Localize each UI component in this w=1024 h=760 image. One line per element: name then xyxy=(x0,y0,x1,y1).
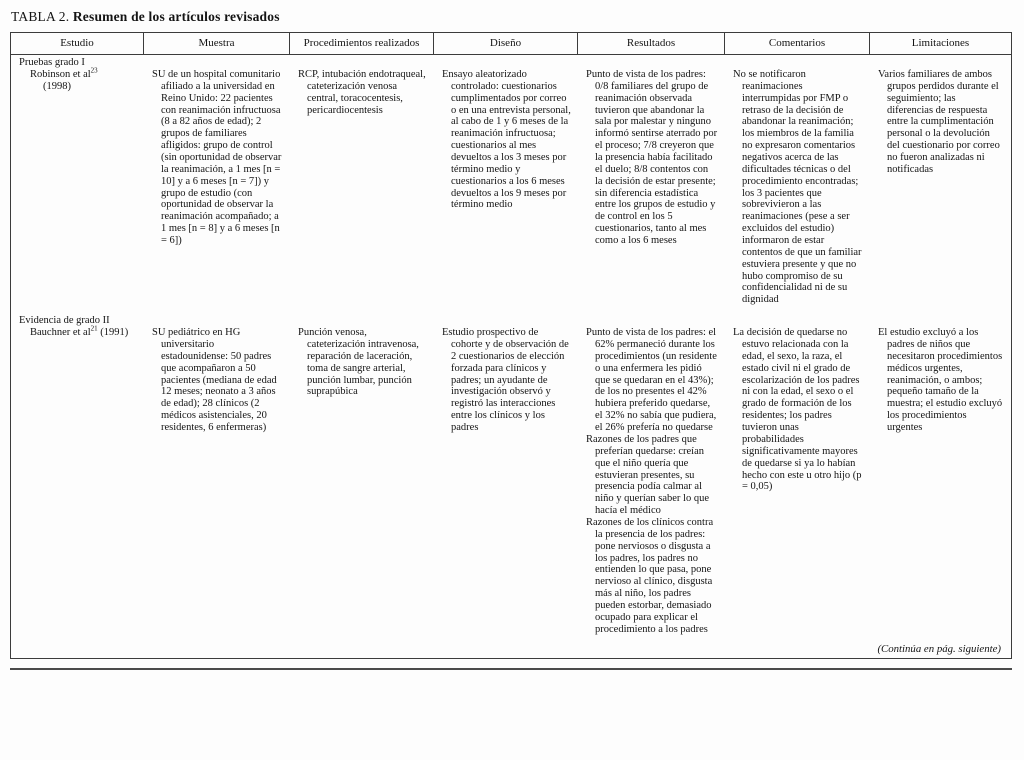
table-title xyxy=(11,9,1016,25)
cell-diseno xyxy=(434,313,578,635)
paragraph: RCP, intubación endotraqueal, cateterización venosa central, toracocentesis, pericardiocentesis xyxy=(298,69,426,116)
column-header-limitaciones: Limitaciones xyxy=(911,37,970,49)
cell-estudio xyxy=(11,313,144,635)
table-row xyxy=(11,313,1011,635)
row-author: Robinson et $al^{23}$ xyxy=(30,66,98,80)
cell-muestra xyxy=(144,313,290,635)
cell-comentarios xyxy=(725,55,870,306)
paragraph: Punto de vista de los padres: 0/8 familiares del grupo de reanimación observada tuvieron que abandonar la sala por malestar y ninguno informó sentirse aterrado por el proceso; 7/8 creyeron que la presencia había facilitado el duelo; 8/8 contentos con la decisión de estar presente; sin diferencia estadística entre los grupos de estudio y de control en los 5 cuestionarios, tanto al mes como a los 6 meses xyxy=(586,69,718,247)
continuation-note: (Continúa en pág. siguiente) xyxy=(877,642,1001,655)
paragraph: Razones de los padres que preferían quedarse: creían que el niño quería que estuvieran presentes, su presencia podía calmar al niño y querían saber lo que hacía el médico xyxy=(586,433,710,517)
paragraph: No se notificaron reanimaciones interrumpidas por FMP o retraso de la decisión de abandonar la reanimación; los miembros de la familia no expresaron comentarios negativos acerca de las dificultades técnicas o del procedimiento encontradas; los 3 pacientes que sobrevivieron a las reanimaciones (pese a ser excluidos del estudio) informaron de estar contentos de que un familiar estuviera presente y que no hubo compromiso de su confidencialidad ni de su dignidad xyxy=(733,69,862,306)
paragraph: Punto de vista de los padres: el 62% permaneció durante los procedimientos (un residente o una enfermera les pidió que se quedaran en el 43%); de los no presentes el 42% hubiera preferido quedarse, el 32% no sabía que pudiera, el 26% prefería no quedarse xyxy=(586,327,717,434)
paragraph: El estudio excluyó a los padres de niños que necesitaron procedimientos médicos urgentes, reanimación, o ambos; pequeño tamaño de la muestra; el estudio excluyó los procedimientos urgentes xyxy=(878,327,1003,434)
cell-resultados xyxy=(578,55,725,306)
reference-superscript: 23 xyxy=(90,66,98,75)
row-year: (1998) xyxy=(43,80,71,92)
reference-superscript: 21 xyxy=(90,324,98,333)
cell-limitaciones xyxy=(870,313,1011,635)
cell-comentarios xyxy=(725,313,870,635)
column-header-diseno: Diseño xyxy=(434,33,578,54)
cell-limitaciones xyxy=(870,55,1011,306)
paragraph: Estudio prospectivo de cohorte y de observación de 2 cuestionarios de elección forzada para clínicos y padres; un ayudante de investigación observó y registró las interacciones entre los clínicos y los padres xyxy=(442,327,569,434)
paragraph: SU de un hospital comunitario afiliado a la universidad en Reino Unido: 22 pacientes con reanimación infructuosa (8 a 82 años de edad); 2 grupos de familiares afligidos: grupo de control (sin oportunidad de observar la reanimación, a 1 mes [n = 10] y a 6 meses [n = 7]) y grupo de estudio (con oportunidad de observar la reanimación acompañado; a 1 mes [n = 8] y a 6 meses [n = 6]) xyxy=(152,69,282,247)
row-grade: Evidencia de grado II xyxy=(19,315,110,327)
summary-table xyxy=(10,32,1012,659)
column-header-procedimientos: Procedimientos realizados xyxy=(290,33,434,54)
paragraph: Ensayo aleatorizado controlado: cuestionarios cumplimentados por correo o en una entrevista personal, al cabo de 1 y 6 meses de la reanimación infructuosa; cuestionarios al mes devueltos a los 3 meses por término medio y cuestionarios a los 6 meses devueltos a los 9 meses por término medio xyxy=(442,69,571,211)
row-grade: Pruebas grado I xyxy=(19,57,85,68)
paragraph: Razones de los clínicos contra la presencia de los padres: pone nerviosos o disgusta a los padres, los padres no entienden lo que pasa, pone nervioso al clínico, disgusta más al niño, los padres pueden estorbar, demasiado ocupado para explicar el procedimiento a los padres xyxy=(586,516,714,635)
cell-estudio xyxy=(11,55,144,306)
column-header-muestra: Muestra xyxy=(144,33,290,54)
row-author: Bauchner et $al^{21}$ (1991) xyxy=(30,324,129,339)
paragraph: SU pediátrico en HG universitario estadounidense: 50 padres que acompañaron a 50 pacientes (mediana de edad 12 meses; neonato a 3 años de edad); 28 clínicos (2 médicos asistenciales, 20 residentes, 6 enfermeras) xyxy=(152,327,277,434)
cell-diseno xyxy=(434,55,578,306)
paragraph: Punción venosa, cateterización intravenosa, reparación de laceración, toma de sangre arterial, punción lumbar, punción suprapúbica xyxy=(298,327,419,398)
cell-procedimientos xyxy=(290,55,434,306)
table-title-label: TABLA 2. xyxy=(11,9,70,24)
cell-procedimientos xyxy=(290,313,434,635)
paragraph: Varios familiares de ambos grupos perdidos durante el seguimiento; las diferencias de respuesta entre la cumplimentación personal o la devolución del cuestionario por correo no fueron analizadas ni notificadas xyxy=(878,69,1000,175)
paragraph: La decisión de quedarse no estuvo relacionada con la edad, el sexo, la raza, el estado civil ni el grado de escolarización de los padres ni con la edad, el sexo o el grado de formación de los residentes; los padres tuvieron unas probabilidades significativamente mayores de quedarse si ya lo habían hecho con este u otro hijo (p = 0,05) xyxy=(733,327,862,493)
column-header-estudio: Estudio xyxy=(11,33,144,54)
column-header-comentarios: Comentarios xyxy=(725,33,870,54)
table-header-row xyxy=(11,33,1011,55)
page-bottom-rule xyxy=(10,668,1012,670)
cell-muestra xyxy=(144,55,290,306)
table-title-text: Resumen de los artículos revisados xyxy=(72,9,280,24)
cell-resultados xyxy=(578,313,725,635)
column-header-resultados: Resultados xyxy=(578,33,725,54)
table-row xyxy=(11,55,1011,306)
table-body xyxy=(11,55,1011,636)
